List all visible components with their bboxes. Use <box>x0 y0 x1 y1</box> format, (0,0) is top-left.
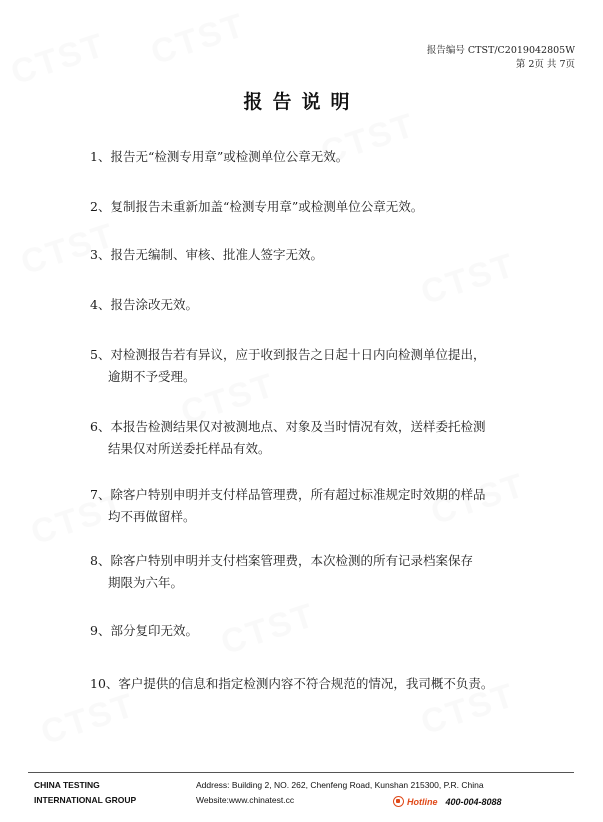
clause-line: 6、本报告检测结果仅对被测地点、对象及当时情况有效，送样委托检测 <box>90 419 486 434</box>
footer-address: Address: Building 2, NO. 262, Chenfeng Road, Kunshan 215300, P.R. China <box>196 780 484 790</box>
clause-item <box>90 620 550 642</box>
hotline <box>393 794 502 809</box>
clause-line: 均不再做留样。 <box>108 509 196 524</box>
clause-item <box>90 244 550 266</box>
clause-line: 10、客户提供的信息和指定检测内容不符合规范的情况，我司概不负责。 <box>90 676 494 691</box>
clause-item <box>90 416 550 460</box>
report-number: 报告编号 CTST/C2019042805W <box>426 45 575 56</box>
clause-line: 结果仅对所送委托样品有效。 <box>108 441 271 456</box>
org-name-line: INTERNATIONAL GROUP <box>34 795 137 805</box>
hotline-label: Hotline <box>407 796 438 807</box>
clause-line: 4、报告涂改无效。 <box>90 297 198 312</box>
clause-line: 逾期不予受理。 <box>108 369 196 384</box>
page-title: 报告说明 <box>243 91 360 113</box>
hotline-number: 400-004-8088 <box>445 796 502 807</box>
clause-line: 3、报告无编制、审核、批准人签字无效。 <box>90 247 323 262</box>
clause-line: 期限为六年。 <box>108 575 184 590</box>
clause-item <box>90 146 550 168</box>
clause-line: 9、部分复印无效。 <box>90 623 198 638</box>
clause-item <box>90 294 550 316</box>
watermark-text <box>6 26 110 93</box>
clause-line: 2、复制报告未重新加盖“检测专用章”或检测单位公章无效。 <box>90 199 424 214</box>
report-header <box>427 44 575 72</box>
watermark-text <box>146 6 250 73</box>
footer-website: Website:www.chinatest.cc <box>196 795 295 805</box>
org-name-line: CHINA TESTING <box>34 780 100 790</box>
clause-item <box>90 484 550 528</box>
footer-divider <box>28 772 574 773</box>
phone-icon <box>393 796 404 807</box>
clause-line: 8、除客户特别申明并支付档案管理费，本次检测的所有记录档案保存 <box>90 553 473 568</box>
clause-line: 1、报告无“检测专用章”或检测单位公章无效。 <box>90 149 349 164</box>
clause-item <box>90 344 550 388</box>
clause-item <box>90 673 550 695</box>
page-indicator: 第 2页 共 7页 <box>515 59 575 70</box>
watermark-text <box>36 686 140 753</box>
clause-line: 7、除客户特别申明并支付样品管理费，所有超过标准规定时效期的样品 <box>90 487 486 502</box>
clause-item <box>90 196 550 218</box>
clause-item <box>90 550 550 594</box>
footer-organization <box>34 778 136 808</box>
clause-line: 5、对检测报告若有异议，应于收到报告之日起十日内向检测单位提出， <box>90 347 486 362</box>
